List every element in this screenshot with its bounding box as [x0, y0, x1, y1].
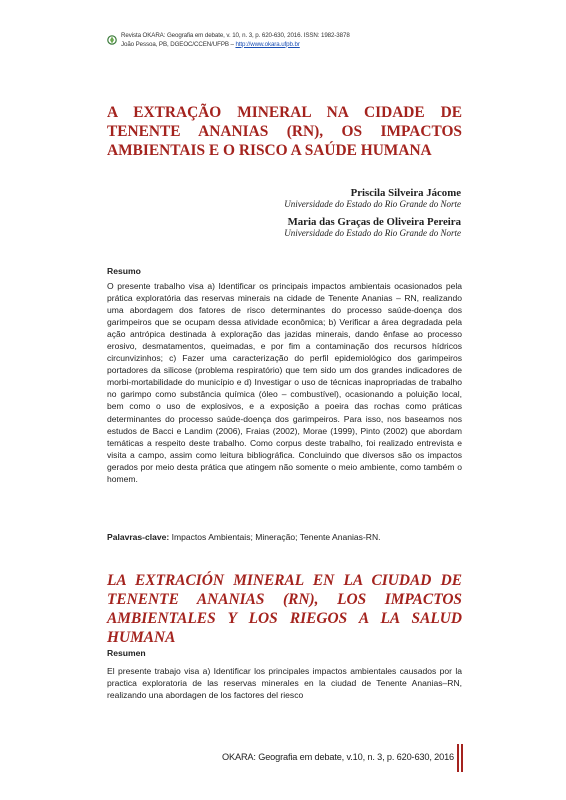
resumo-heading: Resumo — [107, 266, 141, 276]
paper-title: A EXTRAÇÃO MINERAL NA CIDADE DE TENENTE ANANIAS (RN), OS IMPACTOS AMBIENTAIS E O RISCO A SAÚDE HUMANA — [107, 104, 462, 159]
paper-title-spanish: LA EXTRACIÓN MINERAL EN LA CIUDAD DE TENENTE ANANIAS (RN), LOS IMPACTOS AMBIENTALES Y LOS RIEGOS A LA SALUD HUMANA — [107, 572, 462, 646]
journal-location — [121, 41, 350, 50]
footer-divider — [461, 744, 463, 772]
journal-location-prefix: João Pessoa, PB, DGEOC/CCEN/UFPB – — [121, 40, 236, 48]
author-block — [284, 187, 461, 245]
page-footer: OKARA: Geografia em debate, v.10, n. 3, p. 620-630, 2016 — [222, 752, 454, 762]
journal-citation: Revista OKARA: Geografia em debate, v. 10, n. 3, p. 620-630, 2016. ISSN: 1982-3878 — [121, 32, 350, 39]
keywords-text: Impactos Ambientais; Mineração; Tenente Ananias-RN. — [169, 532, 381, 542]
resumo-text: O presente trabalho visa a) Identificar os principais impactos ambientais ocasionados pela prática exploratória das reservas minerais na cidade de Tenente Ananias – RN, realizando uma abordagem dos fatores de risco determinantes do processo saúde-doença dos garimpeiros que se ocupam dessa atividade econômica; b) Verificar a área degradada pela ação antrópica destinada à exploração das jazidas minerais, dando ênfase ao processo erosivo, desmatamentos, queimadas, e por fim a contaminação dos recursos hídricos circunvizinhos; c) Fazer uma caracterização do perfil epidemiológico dos garimpeiros portadores da silicose (problema respiratório) que tem sido um dos grandes indicadores de morbi-mortabilidade do município e d) Investigar o uso de técnicas inapropriadas de trabalho no garimpo como substância química (óleo – combustível), ocasionando a poluição local, bem como o uso de explosivos, e a exposição a poeira das rochas como práticas determinantes do processo saúde-doença dos garimpeiros. Para isso, nos baseamos nos estudos de Bacci e Landim (2006), Fraias (2002), Morae (1999), Pinto (2002) que abordam temáticas a respeito deste trabalho. Como corpus deste trabalho, foi realizado entrevista e visita a campo, assim como leitura bibliográfica. Concluindo que diversos são os impactos gerados por meio desta prática que atingem não somente o meio ambiente, como também o homem. — [107, 281, 462, 484]
journal-header — [121, 32, 350, 49]
keywords-label: Palavras-clave: — [107, 532, 170, 542]
resumen-text: El presente trabajo visa a) Identificar los principales impactos ambientales causados por la practica exploratoria de las reservas minerales en la ciudad de Tenente Ananias–RN, realizando una abordagen de los factores del riesco — [107, 666, 462, 701]
resumen-heading: Resumen — [107, 648, 146, 658]
author-affiliation: Universidade do Estado do Rio Grande do Norte — [284, 199, 461, 209]
keywords-line — [107, 532, 381, 542]
okara-logo-icon — [107, 35, 117, 45]
footer-divider — [457, 744, 459, 772]
author-name: Maria das Graças de Oliveira Pereira — [287, 216, 461, 228]
author-name: Priscila Silveira Jácome — [350, 187, 461, 199]
journal-url-link[interactable]: http://www.okara.ufpb.br — [235, 40, 300, 48]
author-affiliation: Universidade do Estado do Rio Grande do Norte — [284, 228, 461, 238]
